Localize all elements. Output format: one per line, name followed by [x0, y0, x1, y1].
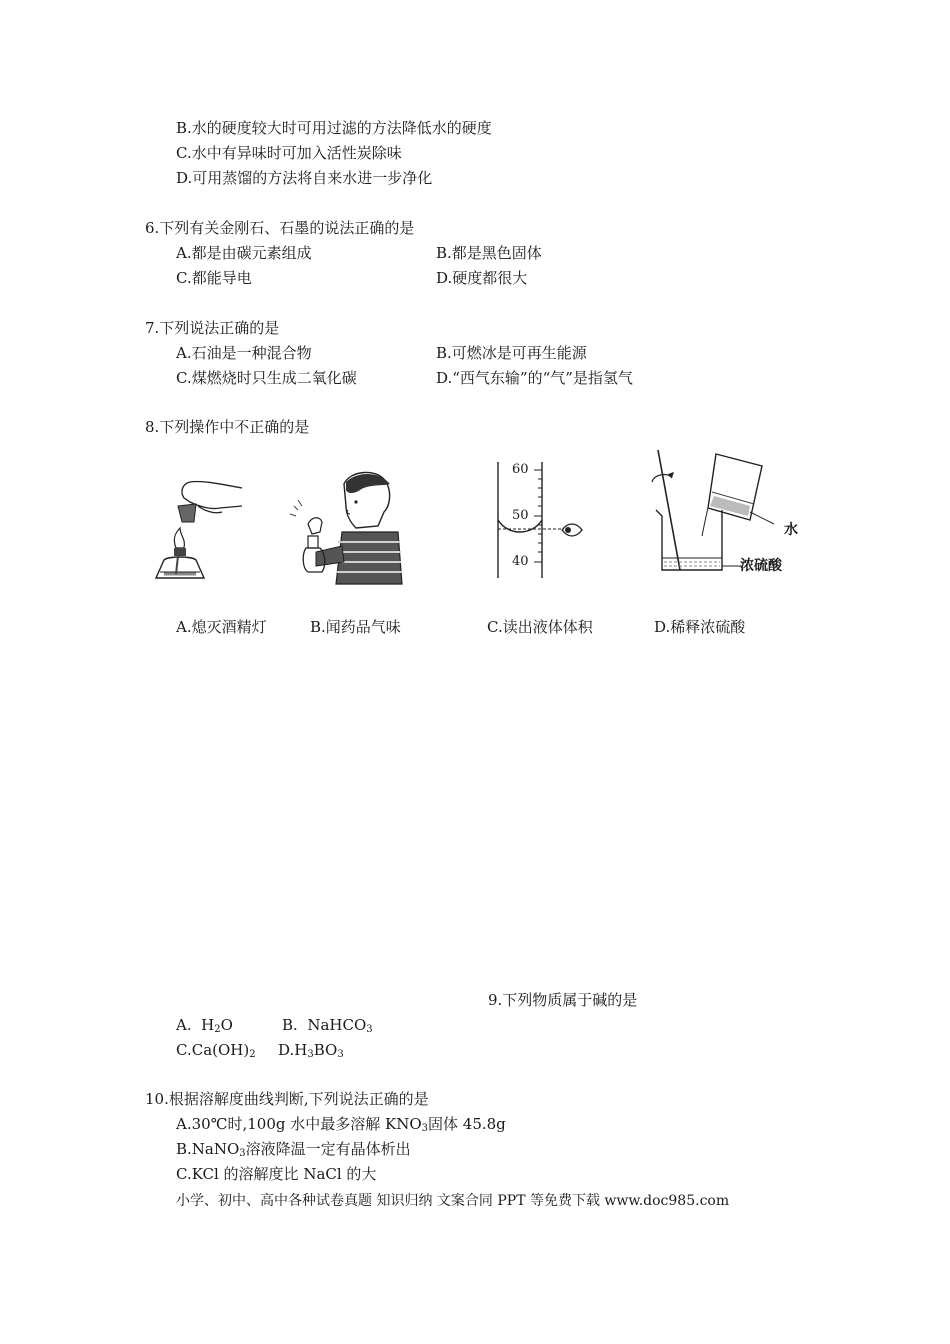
- q7-option-a: A.石油是一种混合物: [176, 344, 312, 362]
- q7-stem: 7.下列说法正确的是: [145, 319, 280, 337]
- q9-d-prefix: D.H: [278, 1041, 308, 1059]
- q9-option-c: [176, 1040, 256, 1060]
- q6-option-a: A.都是由碳元素组成: [176, 244, 312, 262]
- q8-option-b: B.闻药品气味: [310, 618, 401, 636]
- q9-c-prefix: C.Ca(OH): [176, 1041, 250, 1059]
- q10-a-post: 固体 45.8g: [428, 1115, 506, 1133]
- q6-option-c: C.都能导电: [176, 269, 252, 287]
- cylinder-tick-40: 40: [512, 554, 529, 569]
- q6-option-d: D.硬度都很大: [436, 269, 528, 287]
- q8-option-d: D.稀释浓硫酸: [654, 618, 746, 636]
- q9-a-tail: O: [220, 1016, 233, 1034]
- q9-b-prefix: B.: [282, 1016, 298, 1034]
- q7-option-d: D.“西气东输”的“气”是指氢气: [436, 369, 633, 387]
- q7-option-c: C.煤燃烧时只生成二氧化碳: [176, 369, 357, 387]
- cylinder-tick-50: 50: [512, 508, 529, 523]
- q5-option-d: D.可用蒸馏的方法将自来水进一步净化: [176, 169, 433, 187]
- q10-b-post: 溶液降温一定有晶体析出: [245, 1140, 411, 1158]
- smelling-figure: [286, 466, 406, 591]
- q10-b-pre: B.NaNO: [176, 1140, 240, 1158]
- q10-a-pre: A.30℃时,100g 水中最多溶解 KNO: [176, 1115, 422, 1133]
- q8-stem: 8.下列操作中不正确的是: [145, 418, 310, 436]
- q6-stem: 6.下列有关金刚石、石墨的说法正确的是: [145, 219, 415, 237]
- q6-option-b: B.都是黑色固体: [436, 244, 542, 262]
- q5-option-c: C.水中有异味时可加入活性炭除味: [176, 144, 402, 162]
- q10-option-b: [176, 1139, 411, 1159]
- q9-stem: 9.下列物质属于碱的是: [488, 991, 638, 1009]
- q9-a-prefix: A.: [176, 1016, 192, 1034]
- label-water: 水: [784, 522, 798, 538]
- alcohol-lamp-figure: [150, 476, 250, 594]
- q10-option-a: [176, 1114, 506, 1134]
- q9-d-sub2: 3: [337, 1049, 344, 1060]
- q10-a-sub: 3: [421, 1123, 429, 1134]
- q9-a-formula: H: [201, 1016, 215, 1034]
- cylinder-tick-60: 60: [512, 462, 529, 477]
- q10-b-sub: 3: [239, 1148, 246, 1159]
- q5-option-b: B.水的硬度较大时可用过滤的方法降低水的硬度: [176, 119, 492, 137]
- q7-option-b: B.可燃冰是可再生能源: [436, 344, 587, 362]
- label-conc-sulfuric-acid: 浓硫酸: [740, 558, 782, 574]
- q10-stem: 10.根据溶解度曲线判断,下列说法正确的是: [145, 1090, 429, 1108]
- q9-option-d: [278, 1040, 344, 1060]
- footer-ad-text: 小学、初中、高中各种试卷真题 知识归纳 文案合同 PPT 等免费下载 www.doc985.com: [176, 1193, 730, 1209]
- q9-c-sub: 2: [249, 1049, 256, 1060]
- q8-option-c: C.读出液体体积: [487, 618, 593, 636]
- graduated-cylinder-figure: [484, 460, 594, 585]
- q9-option-a: [176, 1015, 233, 1035]
- q9-d-mid: BO: [313, 1041, 338, 1059]
- q9-b-sub: 3: [366, 1024, 373, 1035]
- q8-option-a: A.熄灭酒精灯: [176, 618, 267, 636]
- q9-a-sub: 2: [214, 1024, 221, 1035]
- q9-option-b: [282, 1015, 373, 1035]
- q10-option-c: C.KCl 的溶解度比 NaCl 的大: [176, 1165, 377, 1183]
- q9-b-formula: NaHCO: [307, 1016, 367, 1034]
- q9-d-sub1: 3: [307, 1049, 314, 1060]
